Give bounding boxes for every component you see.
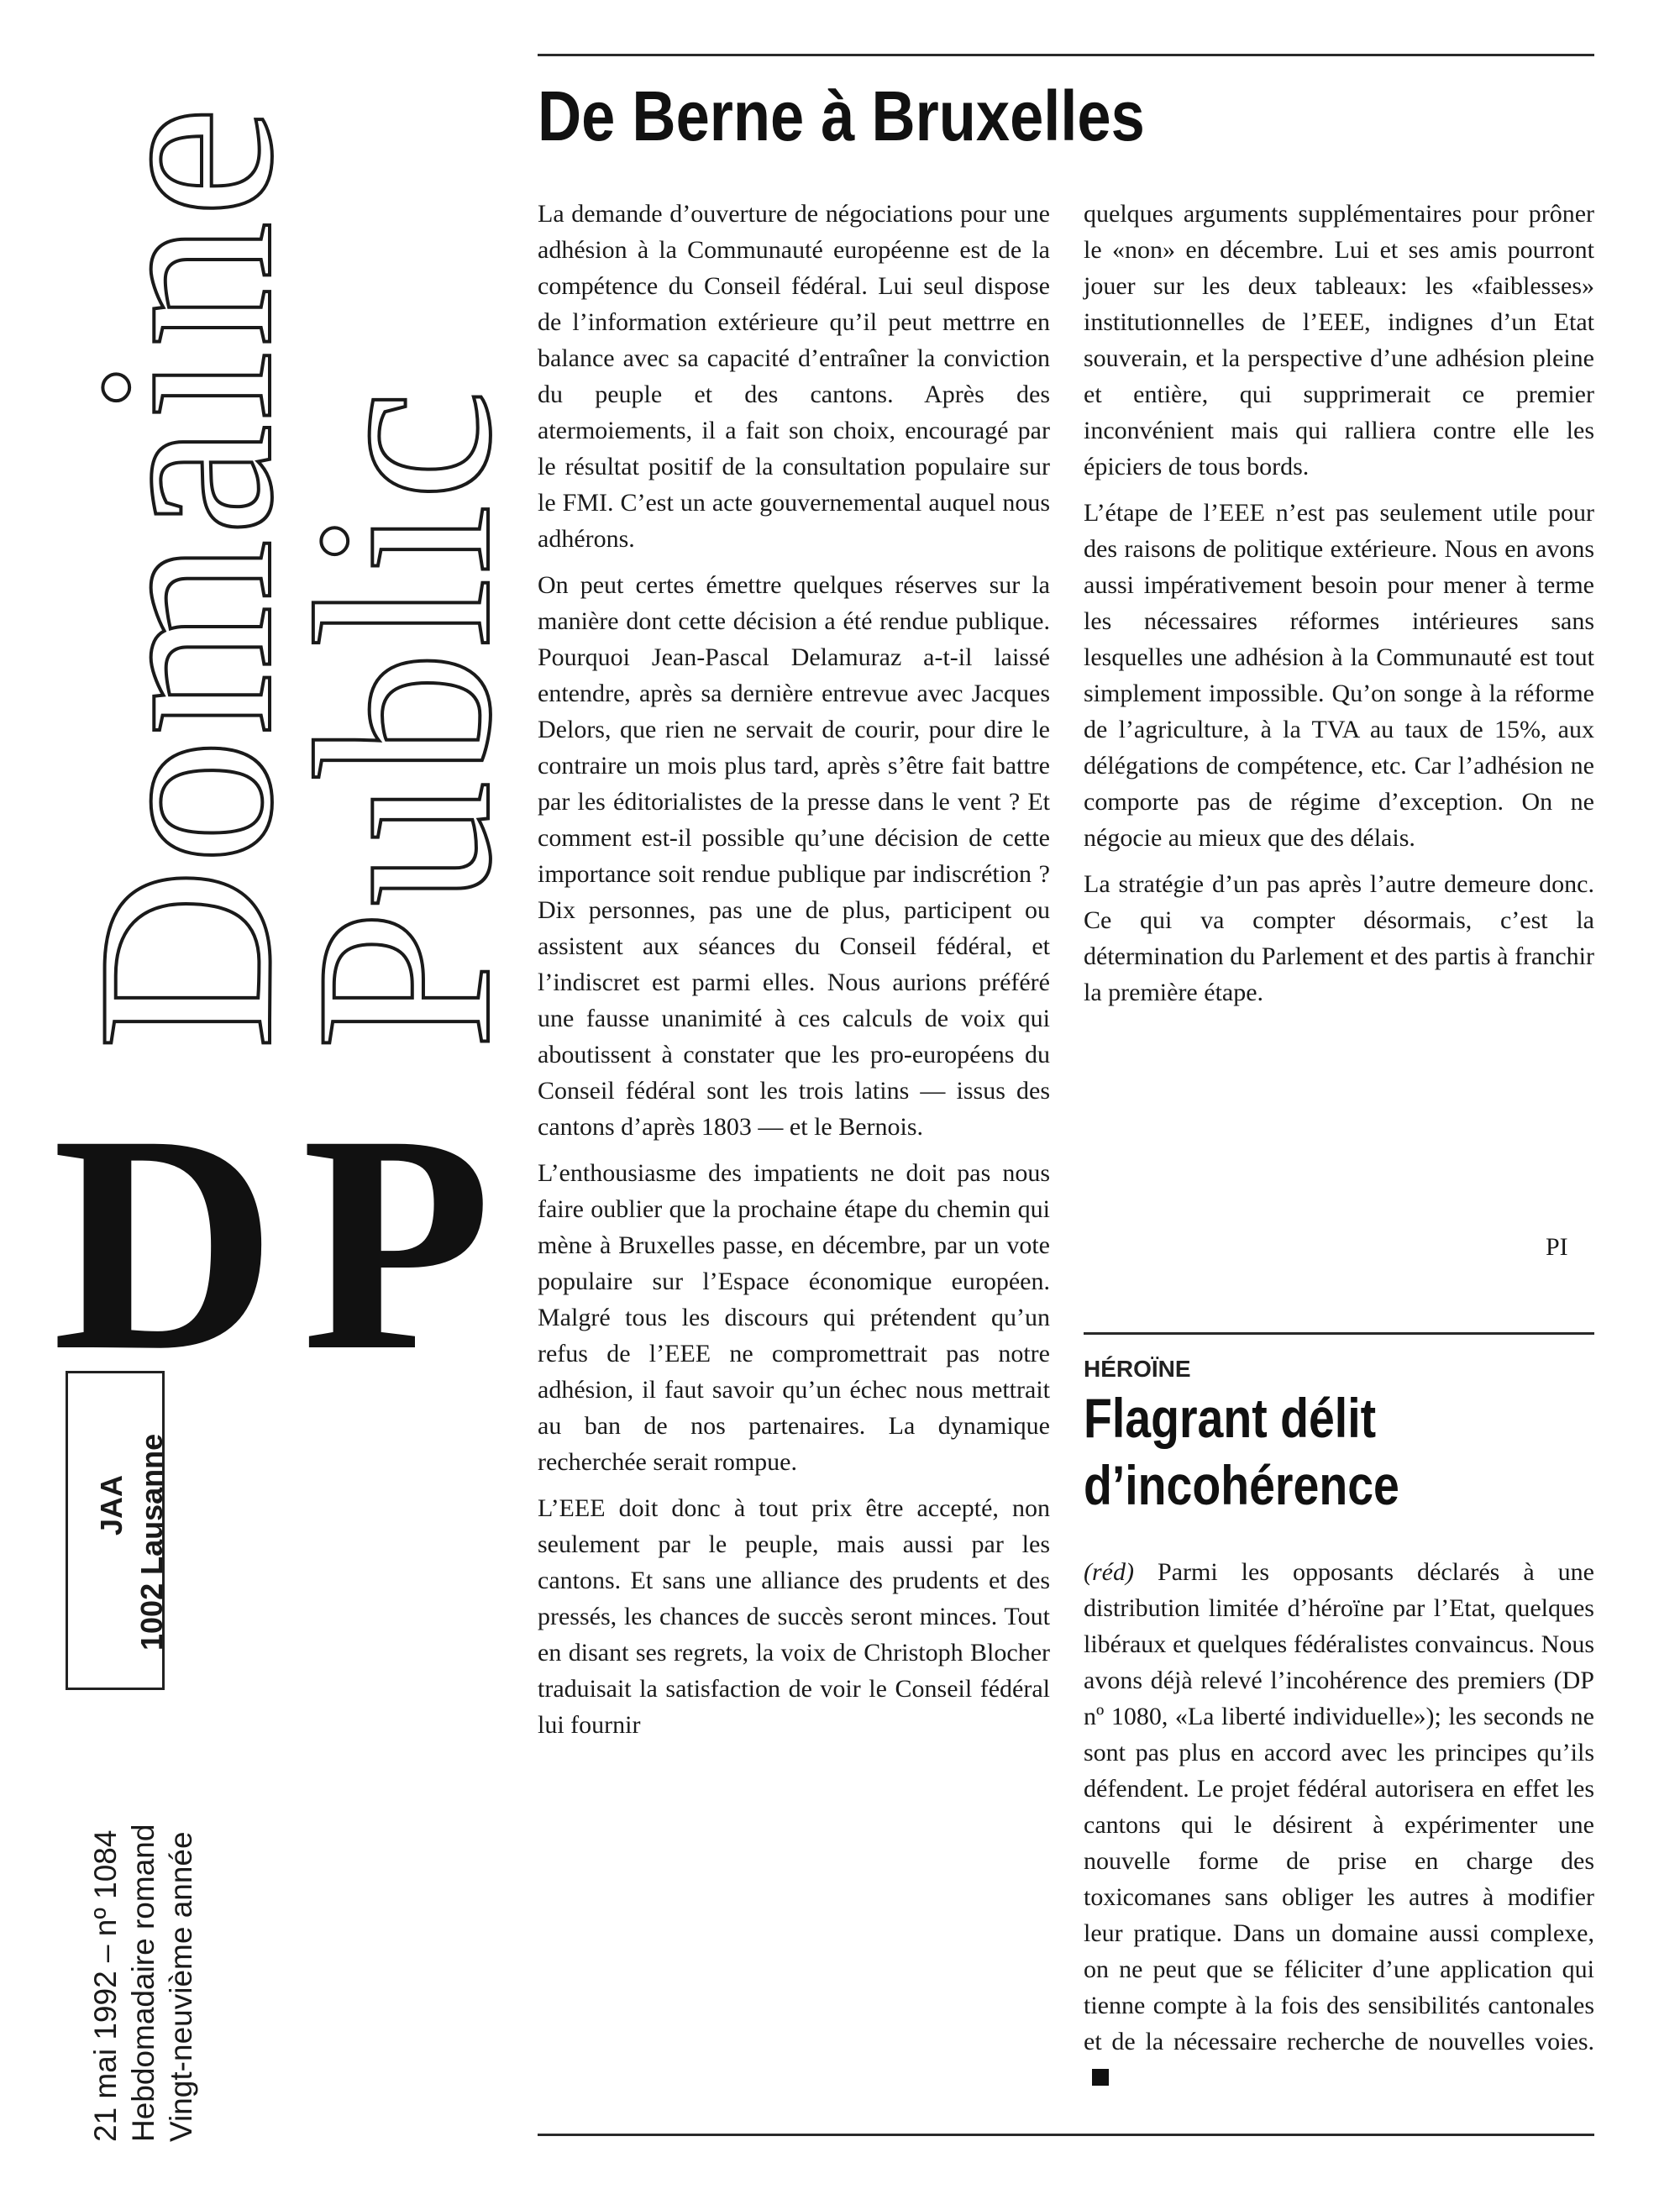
article1-paragraph: quelques arguments supplémentaires pour prôner le «non» en décembre. Lui et ses amis pourront jouer sur les deux tableaux: les «faiblesses» institutionnelles de l’EEE, indignes d’un Etat souverain, et la perspective d’une adhésion pleine et entière, qui supprimerait ce premier inconvénient mais qui ralliera contre elle les épiciers de tous bords.	[1084, 200, 1594, 480]
masthead-title-public: Public	[264, 386, 543, 1050]
article1-title: De Berne à Bruxelles	[538, 76, 1145, 155]
article2-kicker: HÉROÏNE	[1084, 1356, 1191, 1382]
address-box-line1: JAA	[94, 1474, 129, 1535]
article2-title-line1: Flagrant délit	[1084, 1387, 1377, 1449]
article2-body	[1084, 1554, 1594, 2106]
issue-frequency: Hebdomadaire romand	[126, 1824, 160, 2142]
article1-signature: PI	[1546, 1233, 1568, 1261]
masthead-title-domaine: Domaine	[45, 102, 324, 1050]
article1-paragraph: On peut certes émettre quelques réserves sur la manière dont cette décision a été rendue publique. Pourquoi Jean-Pascal Delamuraz a-t-il laissé entendre, après sa dernière entrevue avec Jacques Delors, que rien ne servait de courir, pour dire le contraire un mois plus tard, après s’être fait battre par les éditorialistes de la presse dans le vent ? Et comment est-il possible qu’une décision de cette importance soit rendue publique par indiscrétion ? Dix personnes, pas une de plus, participent ou assistent aux séances du Conseil fédéral, et l’indiscret est parmi elles. Nous aurions préféré une fausse unanimité à ces calculs de voix qui aboutissent à constater que les pro-européens du Conseil fédéral sont les trois latins — issus des cantons d’après 1803 — et le Bernois.	[538, 571, 1050, 1141]
article1-paragraph: L’EEE doit donc à tout prix être accepté, non seulement par le peuple, mais aussi par les cantons. Et sans une alliance des prudents et des pressés, les chances de succès seront minces. Tout en disant ses regrets, la voix de Christoph Blocher traduisait la satisfaction de voir le Conseil fédéral lui fournir	[538, 1494, 1050, 1739]
article2-title-line2: d’incohérence	[1084, 1454, 1399, 1516]
issue-year: Vingt-neuvième année	[164, 1831, 198, 2142]
article2-lead-tag: (réd)	[1084, 1558, 1134, 1586]
article2-body-text: Parmi les opposants déclarés à une distribution limitée d’héroïne par l’Etat, quelques libéraux et quelques fédéralistes convaincus. Nous avons déjà relevé l’incohérence des premiers (DP nº 1080, «La liberté individuelle»); les seconds ne sont pas plus en accord avec les principes qu’ils défendent. Le projet fédéral autorisera en effet les cantons qui le désirent à expérimenter une nouvelle forme de prise en charge des toxicomanes sans obliger les autres à modifier leur pratique. Dans un domaine aussi complexe, on ne peut que se féliciter d’une application qui tienne compte à la fois des sensibilités cantonales et de la nécessaire recherche de nouvelles voies.	[1084, 1558, 1594, 2055]
issue-date: 21 mai 1992 – nº 1084	[88, 1829, 123, 2142]
article1-paragraph: La demande d’ouverture de négociations pour une adhésion à la Communauté européenne est de la compétence du Conseil fédéral. Lui seul dispose de l’information extérieure qu’il peut mettrre en balance avec sa capacité d’entraîner la conviction du peuple et des cantons. Après des atermoiements, il a fait son choix, encouragé par le résultat positif de la consultation populaire sur le FMI. C’est un acte gouvernemental auquel nous adhérons.	[538, 200, 1050, 553]
end-mark-icon	[1092, 2069, 1109, 2086]
bottom-rule	[538, 2134, 1594, 2136]
article1-paragraph: L’enthousiasme des impatients ne doit pas nous faire oublier que la prochaine étape du chemin qui mène à Bruxelles passe, en décembre, par un vote populaire sur l’Espace économique européen. Malgré tous les discours qui prétendent qu’un refus de l’EEE ne compromettrait pas notre adhésion, il faut savoir qu’un échec nous mettrait au ban de nos partenaires. La dynamique recherchée serait rompue.	[538, 1159, 1050, 1476]
article2-rule	[1084, 1332, 1594, 1335]
address-box-line2: 1002 Lausanne	[134, 1433, 169, 1651]
masthead-initials: DP	[52, 1071, 517, 1415]
article1-column-1	[538, 196, 1050, 1753]
article1-paragraph: L’étape de l’EEE n’est pas seulement utile pour des raisons de politique extérieure. Nous en avons aussi impérativement besoin pour mener à terme les nécessaires réformes intérieures sans lesquelles une adhésion à la Communauté est tout simplement impossible. Qu’on songe à la réforme de l’agriculture, à la TVA au taux de 15%, aux délégations de compétence, etc. Car l’adhésion ne comporte pas de régime d’exception. On ne négocie au mieux que des délais.	[1084, 499, 1594, 852]
article1-column-2	[1084, 196, 1594, 1021]
article1-paragraph: La stratégie d’un pas après l’autre demeure donc. Ce qui va compter désormais, c’est la détermination du Parlement et des partis à franchir la première étape.	[1084, 870, 1594, 1006]
top-rule	[538, 54, 1594, 56]
